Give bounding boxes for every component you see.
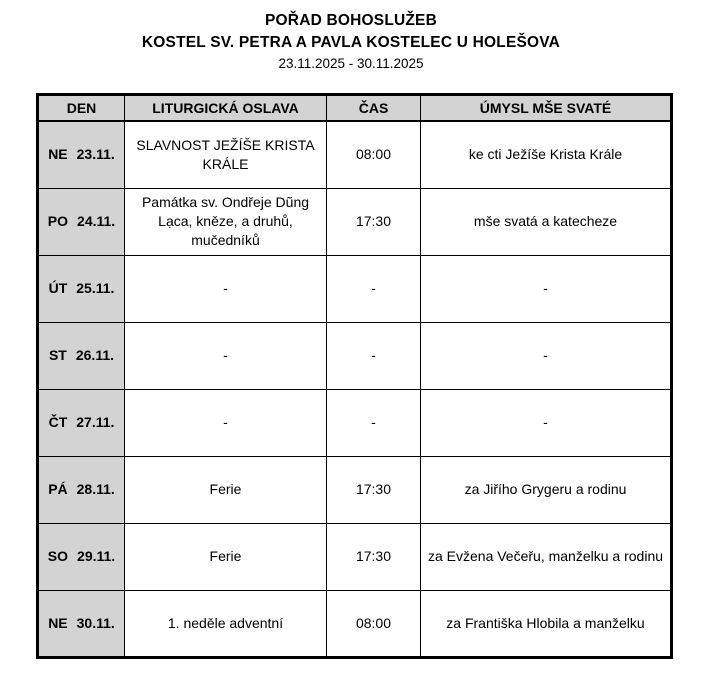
day-cell — [38, 322, 125, 389]
table-row — [38, 456, 672, 523]
time-cell: 17:30 — [327, 523, 421, 590]
day-date: 27.11. — [76, 414, 115, 430]
time-cell: 08:00 — [327, 121, 421, 188]
celebration-cell: Ferie — [125, 523, 327, 590]
day-cell — [38, 255, 125, 322]
schedule-table-head — [38, 95, 672, 122]
day-abbrev: ÚT — [48, 280, 68, 296]
table-row — [38, 188, 672, 255]
celebration-cell: Ferie — [125, 456, 327, 523]
day-cell — [38, 389, 125, 456]
day-abbrev: ST — [48, 347, 67, 363]
schedule-table — [36, 93, 673, 659]
time-cell: - — [327, 389, 421, 456]
table-row — [38, 523, 672, 590]
celebration-cell: - — [125, 322, 327, 389]
column-header-intention: ÚMYSL MŠE SVATÉ — [421, 95, 672, 122]
table-row — [38, 389, 672, 456]
intention-cell: - — [421, 389, 672, 456]
celebration-cell: - — [125, 255, 327, 322]
table-row — [38, 255, 672, 322]
day-abbrev: ČT — [48, 414, 68, 430]
day-date: 28.11. — [76, 481, 115, 497]
document-header — [0, 0, 702, 74]
schedule-table-body — [38, 121, 672, 657]
intention-cell: - — [421, 255, 672, 322]
time-cell: 17:30 — [327, 188, 421, 255]
intention-cell: za Jiřího Grygeru a rodinu — [421, 456, 672, 523]
table-row — [38, 121, 672, 188]
day-abbrev: SO — [47, 548, 69, 564]
day-cell — [38, 456, 125, 523]
celebration-cell: 1. neděle adventní — [125, 590, 327, 657]
table-row — [38, 590, 672, 657]
intention-cell: - — [421, 322, 672, 389]
column-header-day: DEN — [38, 95, 125, 122]
table-row — [38, 322, 672, 389]
celebration-cell: SLAVNOST JEŽÍŠE KRISTA KRÁLE — [125, 121, 327, 188]
time-cell: - — [327, 255, 421, 322]
celebration-cell: - — [125, 389, 327, 456]
day-date: 26.11. — [75, 347, 115, 363]
day-cell — [38, 523, 125, 590]
day-abbrev: NE — [48, 146, 68, 163]
day-abbrev: PÁ — [48, 481, 68, 497]
church-name: KOSTEL SV. PETRA A PAVLA KOSTELEC U HOLEŠOVA — [141, 34, 561, 51]
celebration-cell: Památka sv. Ondřeje Dũng Lạca, kněze, a druhů, mučedníků — [125, 188, 327, 255]
day-cell — [38, 188, 125, 255]
intention-cell: za Františka Hlobila a manželku — [421, 590, 672, 657]
day-date: 29.11. — [77, 548, 116, 564]
intention-cell: za Evžena Večeřu, manželku a rodinu — [421, 523, 672, 590]
document-title: POŘAD BOHOSLUŽEB — [265, 12, 437, 29]
day-abbrev: PO — [47, 213, 69, 229]
time-cell: 08:00 — [327, 590, 421, 657]
day-date: 23.11. — [76, 146, 115, 163]
day-cell — [38, 590, 125, 657]
intention-cell: ke cti Ježíše Krista Krále — [421, 121, 672, 188]
column-header-time: ČAS — [327, 95, 421, 122]
day-date: 24.11. — [77, 213, 116, 229]
day-date: 25.11. — [76, 280, 115, 296]
date-range: 23.11.2025 - 30.11.2025 — [278, 56, 424, 71]
day-cell — [38, 121, 125, 188]
column-header-celebration: LITURGICKÁ OSLAVA — [125, 95, 327, 122]
intention-cell: mše svatá a katecheze — [421, 188, 672, 255]
header-row — [38, 95, 672, 122]
day-abbrev: NE — [48, 614, 68, 631]
time-cell: - — [327, 322, 421, 389]
day-date: 30.11. — [76, 614, 115, 631]
time-cell: 17:30 — [327, 456, 421, 523]
